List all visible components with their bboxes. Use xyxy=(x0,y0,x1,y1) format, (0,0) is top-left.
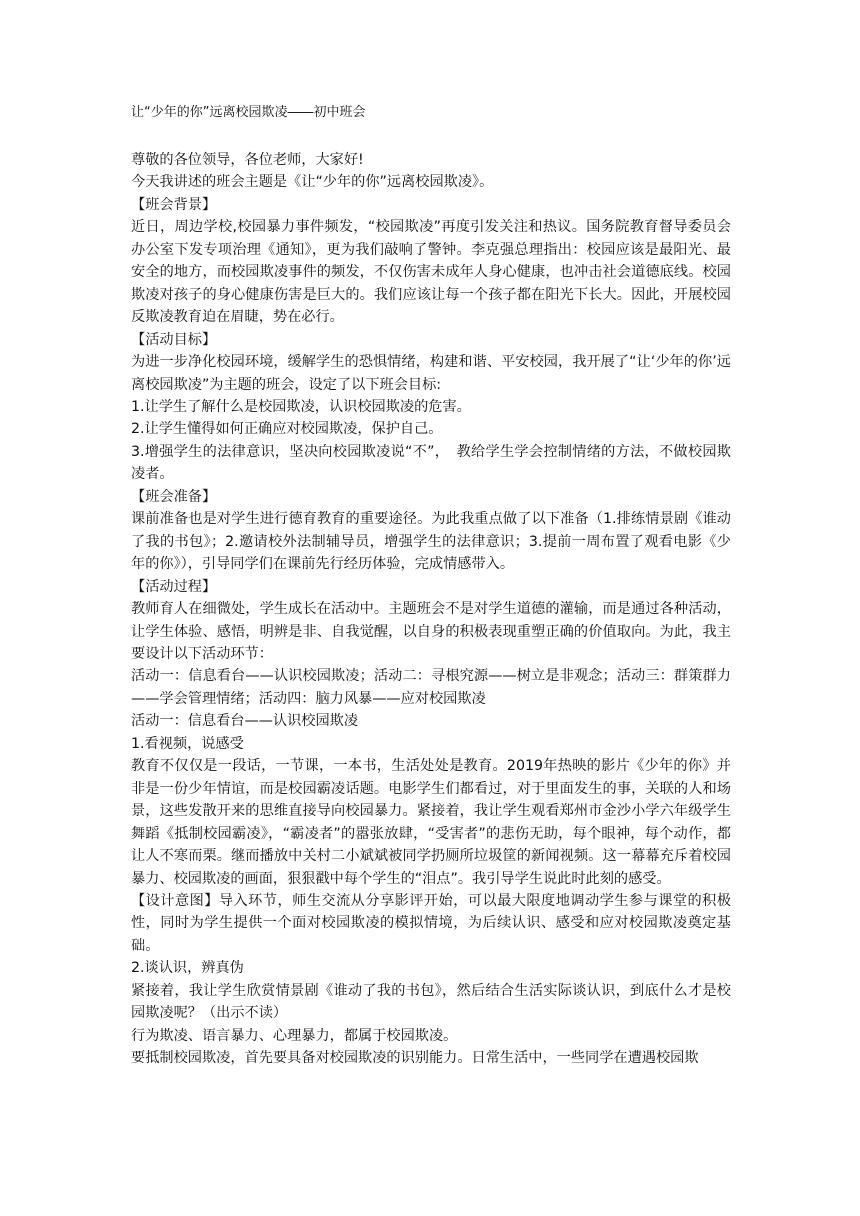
drama-paragraph: 紧接着，我让学生欣赏情景剧《谁动了我的书包》，然后结合生活实际谈认识，到底什么才是校园欺凌呢？（出示不读） xyxy=(131,982,731,1022)
activity-list-paragraph: 活动一：信息看台——认识校园欺凌；活动二：寻根究源——树立是非观念；活动三：群策群力——学会管理情绪；活动四：脑力风暴——应对校园欺凌 xyxy=(131,668,731,707)
video-paragraph: 教育不仅仅是一段话，一节课，一本书，生活处处是教育。2019年热映的影片《少年的你》并非是一份少年情谊，而是校园霸凌话题。电影学生们都看过，对于里面发生的事，关联的人和场景，这些发散开来的思维直接导向校园暴力。紧接着，我让学生观看郑州市金沙小学六年级学生舞蹈《抵制校园霸凌》，“霸凌者”的嚣张放肆，“受害者”的悲伤无助，每个眼神，每个动作，都让人不寒而栗。继而播放中关村二小斌斌被同学扔厕所垃圾筐的新闻视频。这一幕幕充斥着校园暴力、校园欺凌的画面，狠狠戳中每个学生的“泪点”。我引导学生说此时此刻的感受。 xyxy=(131,758,731,887)
topic-paragraph: 今天我讲述的班会主题是《让“少年的你”远离校园欺凌》。 xyxy=(131,174,494,191)
goal-item-2: 2.让学生懂得如何正确应对校园欺凌，保护自己。 xyxy=(131,421,443,438)
section-heading-preparation: 【班会准备】 xyxy=(131,488,217,505)
goals-intro-paragraph: 为进一步净化校园环境，缓解学生的恐惧情绪，构建和谐、平安校园，我开展了“让‘少年的你’远离校园欺凌”为主题的班会，设定了以下班会目标: xyxy=(131,354,731,393)
activity-one-heading: 活动一：信息看台——认识校园欺凌 xyxy=(131,713,359,730)
design-intent-paragraph: 【设计意图】导入环节，师生交流从分享影评开始，可以最大限度地调动学生参与课堂的积极性，同时为学生提供一个面对校园欺凌的模拟情境，为后续认识、感受和应对校园欺凌奠定基础。 xyxy=(131,892,731,954)
identification-paragraph: 要抵制校园欺凌，首先要具备对校园欺凌的识别能力。日常生活中，一些同学在遭遇校园欺 xyxy=(131,1050,699,1067)
goal-item-1: 1.让学生了解什么是校园欺凌，认识校园欺凌的危害。 xyxy=(131,398,471,415)
section-heading-goals: 【活动目标】 xyxy=(131,331,217,348)
document-page xyxy=(131,102,731,1070)
section-heading-process: 【活动过程】 xyxy=(131,578,217,595)
document-title: 让“少年的你”远离校园欺凌――初中班会 xyxy=(131,105,366,120)
goal-item-3: 3.增强学生的法律意识，坚决向校园欺凌说“不”， 教给学生学会控制情绪的方法，不做校园欺凌者。 xyxy=(131,443,731,483)
step-heading-1: 1.看视频，说感受 xyxy=(131,735,244,752)
section-heading-background: 【班会背景】 xyxy=(131,196,217,213)
greeting-paragraph: 尊敬的各位领导，各位老师，大家好! xyxy=(131,152,364,168)
bullying-types-paragraph: 行为欺凌、语言暴力、心理暴力，都属于校园欺凌。 xyxy=(131,1027,458,1044)
process-intro-paragraph: 教师育人在细微处，学生成长在活动中。主题班会不是对学生道德的灌输，而是通过各种活动，让学生体验、感悟，明辨是非、自我觉醒，以自身的积极表现重塑正确的价值取向。为此，我主要设计以下活动环节： xyxy=(131,601,731,662)
blank-line xyxy=(131,124,731,149)
preparation-paragraph: 课前准备也是对学生进行德育教育的重要途径。为此我重点做了以下准备（1.排练情景剧《谁动了我的书包》；2.邀请校外法制辅导员，增强学生的法律意识；3.提前一周布置了观看电影《少年的你》），引导同学们在课前先行经历体验，完成情感带入。 xyxy=(131,511,731,573)
step-heading-2: 2.谈认识，辨真伪 xyxy=(131,960,244,977)
background-paragraph: 近日，周边学校,校园暴力事件频发，“校园欺凌”再度引发关注和热议。国务院教育督导委员会办公室下发专项治理《通知》，更为我们敲响了警钟。李克强总理指出：校园应该是最阳光、最安全的地方，而校园欺凌事件的频发，不仅伤害未成年人身心健康，也冲击社会道德底线。校园欺凌对孩子的身心健康伤害是巨大的。我们应该让每一个孩子都在阳光下长大。因此，开展校园反欺凌教育迫在眉睫，势在必行。 xyxy=(131,219,731,326)
